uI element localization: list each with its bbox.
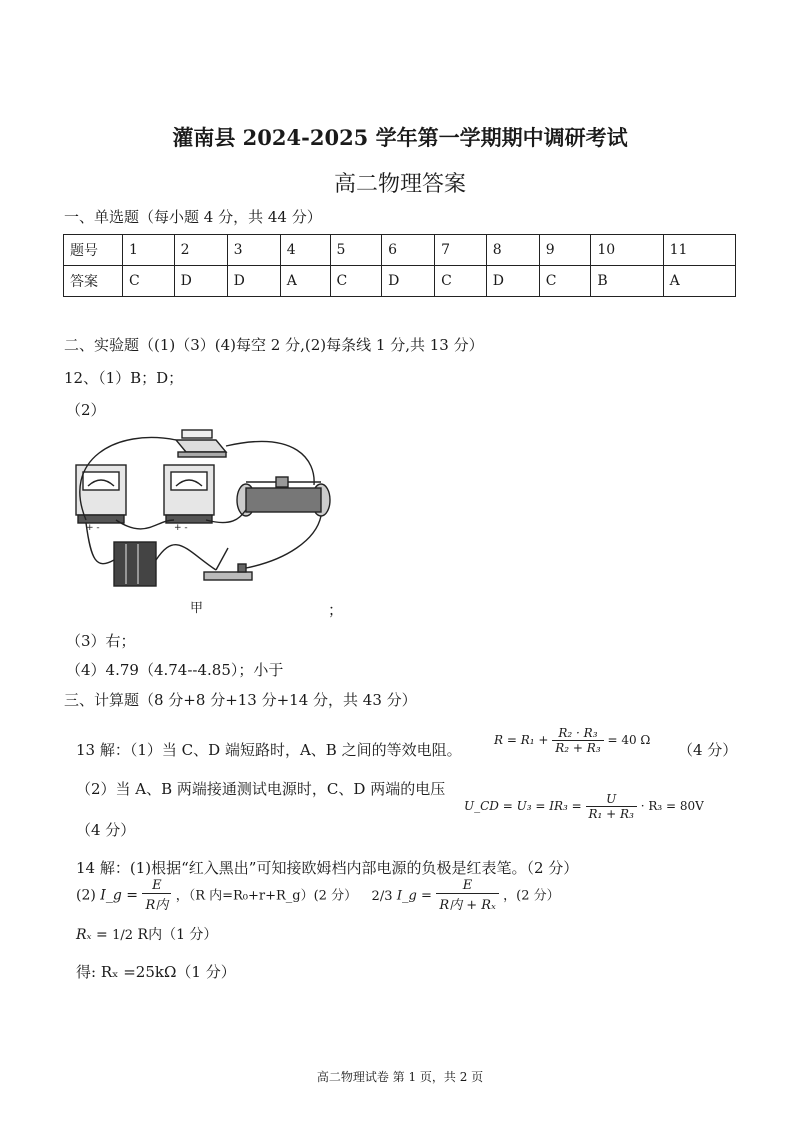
table-cell: 6 (382, 235, 435, 266)
formula-left: Rₓ = (76, 927, 108, 943)
q12-part3: （3）右； (66, 632, 136, 650)
table-cell: 5 (330, 235, 382, 266)
formula-result: · R₃ = 80V (640, 799, 704, 813)
knife-switch (204, 548, 252, 580)
table-cell: 题号 (64, 235, 123, 266)
formula-left: U_CD = U₃ = IR₃ = (464, 799, 582, 813)
fraction-numerator: E (142, 878, 171, 894)
diagram-label: 甲 (190, 601, 204, 616)
q14-part3 (76, 924, 217, 944)
table-row-answers (64, 266, 736, 297)
voltmeter-terminals: + - (86, 523, 100, 533)
fraction (142, 878, 171, 913)
fraction-numerator: E (436, 878, 498, 894)
table-cell: C (123, 266, 175, 297)
table-row-numbers (64, 235, 736, 266)
formula-result: = 40 Ω (607, 733, 651, 747)
fraction-denominator: R₁ + R₃ (588, 807, 634, 821)
formula-right: R内（1 分） (137, 927, 218, 943)
page-title: 灌南县 2024-2025 学年第一学期期中调研考试 (172, 125, 628, 150)
page-footer: 高二物理试卷 第 1 页，共 2 页 (316, 1070, 484, 1084)
q12-part4: （4）4.79（4.74--4.85）；小于 (66, 661, 284, 679)
table-cell: 9 (539, 235, 591, 266)
table-cell: 7 (435, 235, 487, 266)
ammeter (164, 465, 214, 523)
fraction-denominator: R内 (145, 898, 169, 913)
fraction (586, 792, 637, 821)
formula-left: R = R₁ + (494, 733, 549, 747)
fraction (552, 726, 603, 755)
q14-part4: 得: Rₓ =25kΩ（1 分） (76, 963, 236, 981)
section3-heading: 三、计算题（8 分+8 分+13 分+14 分，共 43 分） (64, 691, 417, 709)
q13-part1-text: 13 解：（1）当 C、D 端短路时，A、B 之间的等效电阻。 (76, 741, 462, 759)
table-cell: D (227, 266, 280, 297)
table-cell: 8 (486, 235, 539, 266)
q14-part2 (76, 878, 560, 913)
table-cell: D (174, 266, 227, 297)
fraction-numerator: U (586, 792, 637, 807)
answer-table (63, 234, 736, 297)
top-switch (176, 430, 226, 457)
q12-part2-end: ； (328, 601, 344, 619)
q13-part1-score: （4 分） (678, 741, 738, 759)
table-cell: A (663, 266, 735, 297)
q12-part1: 12、（1）B；D； (64, 369, 184, 387)
q14-part2-prefix: (2) (76, 887, 96, 904)
formula-coefficient: 2/3 (371, 888, 393, 904)
q12-part2-label: （2） (66, 401, 106, 419)
table-cell: 2 (174, 235, 227, 266)
formula-ig2: I_g = (396, 888, 432, 904)
battery (114, 542, 156, 586)
table-cell: C (539, 266, 591, 297)
table-cell: 答案 (64, 266, 123, 297)
table-cell: 4 (280, 235, 330, 266)
fraction (436, 878, 498, 913)
table-cell: C (435, 266, 487, 297)
section1-heading: 一、单选题（每小题 4 分，共 44 分） (64, 208, 322, 226)
page-subtitle: 高二物理答案 (333, 172, 466, 197)
q13-part2-score: （4 分） (76, 821, 136, 839)
circuit-diagram (66, 420, 366, 615)
table-cell: A (280, 266, 330, 297)
table-cell: D (382, 266, 435, 297)
section2-heading: 二、实验题（(1)（3）(4)每空 2 分,(2)每条线 1 分,共 13 分） (64, 336, 484, 354)
formula-ig: I_g = (100, 887, 138, 904)
q13-part2-formula (464, 792, 704, 821)
q13-part2-text: （2）当 A、B 两端接通测试电源时，C、D 两端的电压 (76, 780, 446, 798)
q14-part2-score: ，(2 分） (503, 888, 560, 904)
formula-coefficient: 1/2 (112, 928, 134, 943)
table-cell: B (591, 266, 663, 297)
q13-part1-formula (494, 726, 650, 755)
fraction-denominator: R内 + Rₓ (439, 898, 496, 913)
table-cell: 10 (591, 235, 663, 266)
q14-part1: 14 解：(1)根据“红入黑出”可知接欧姆档内部电源的负极是红表笔。（2 分） (76, 859, 579, 877)
table-cell: D (486, 266, 539, 297)
table-cell: C (330, 266, 382, 297)
rheostat (237, 477, 330, 516)
fraction-numerator: R₂ · R₃ (552, 726, 603, 741)
table-cell: 3 (227, 235, 280, 266)
fraction-denominator: R₂ + R₃ (555, 741, 601, 755)
table-cell: 1 (123, 235, 175, 266)
ammeter-terminals: + - (174, 523, 188, 533)
q14-part2-note: ，（R 内=R₀+r+R_g）(2 分） (175, 888, 358, 904)
table-cell: 11 (663, 235, 735, 266)
